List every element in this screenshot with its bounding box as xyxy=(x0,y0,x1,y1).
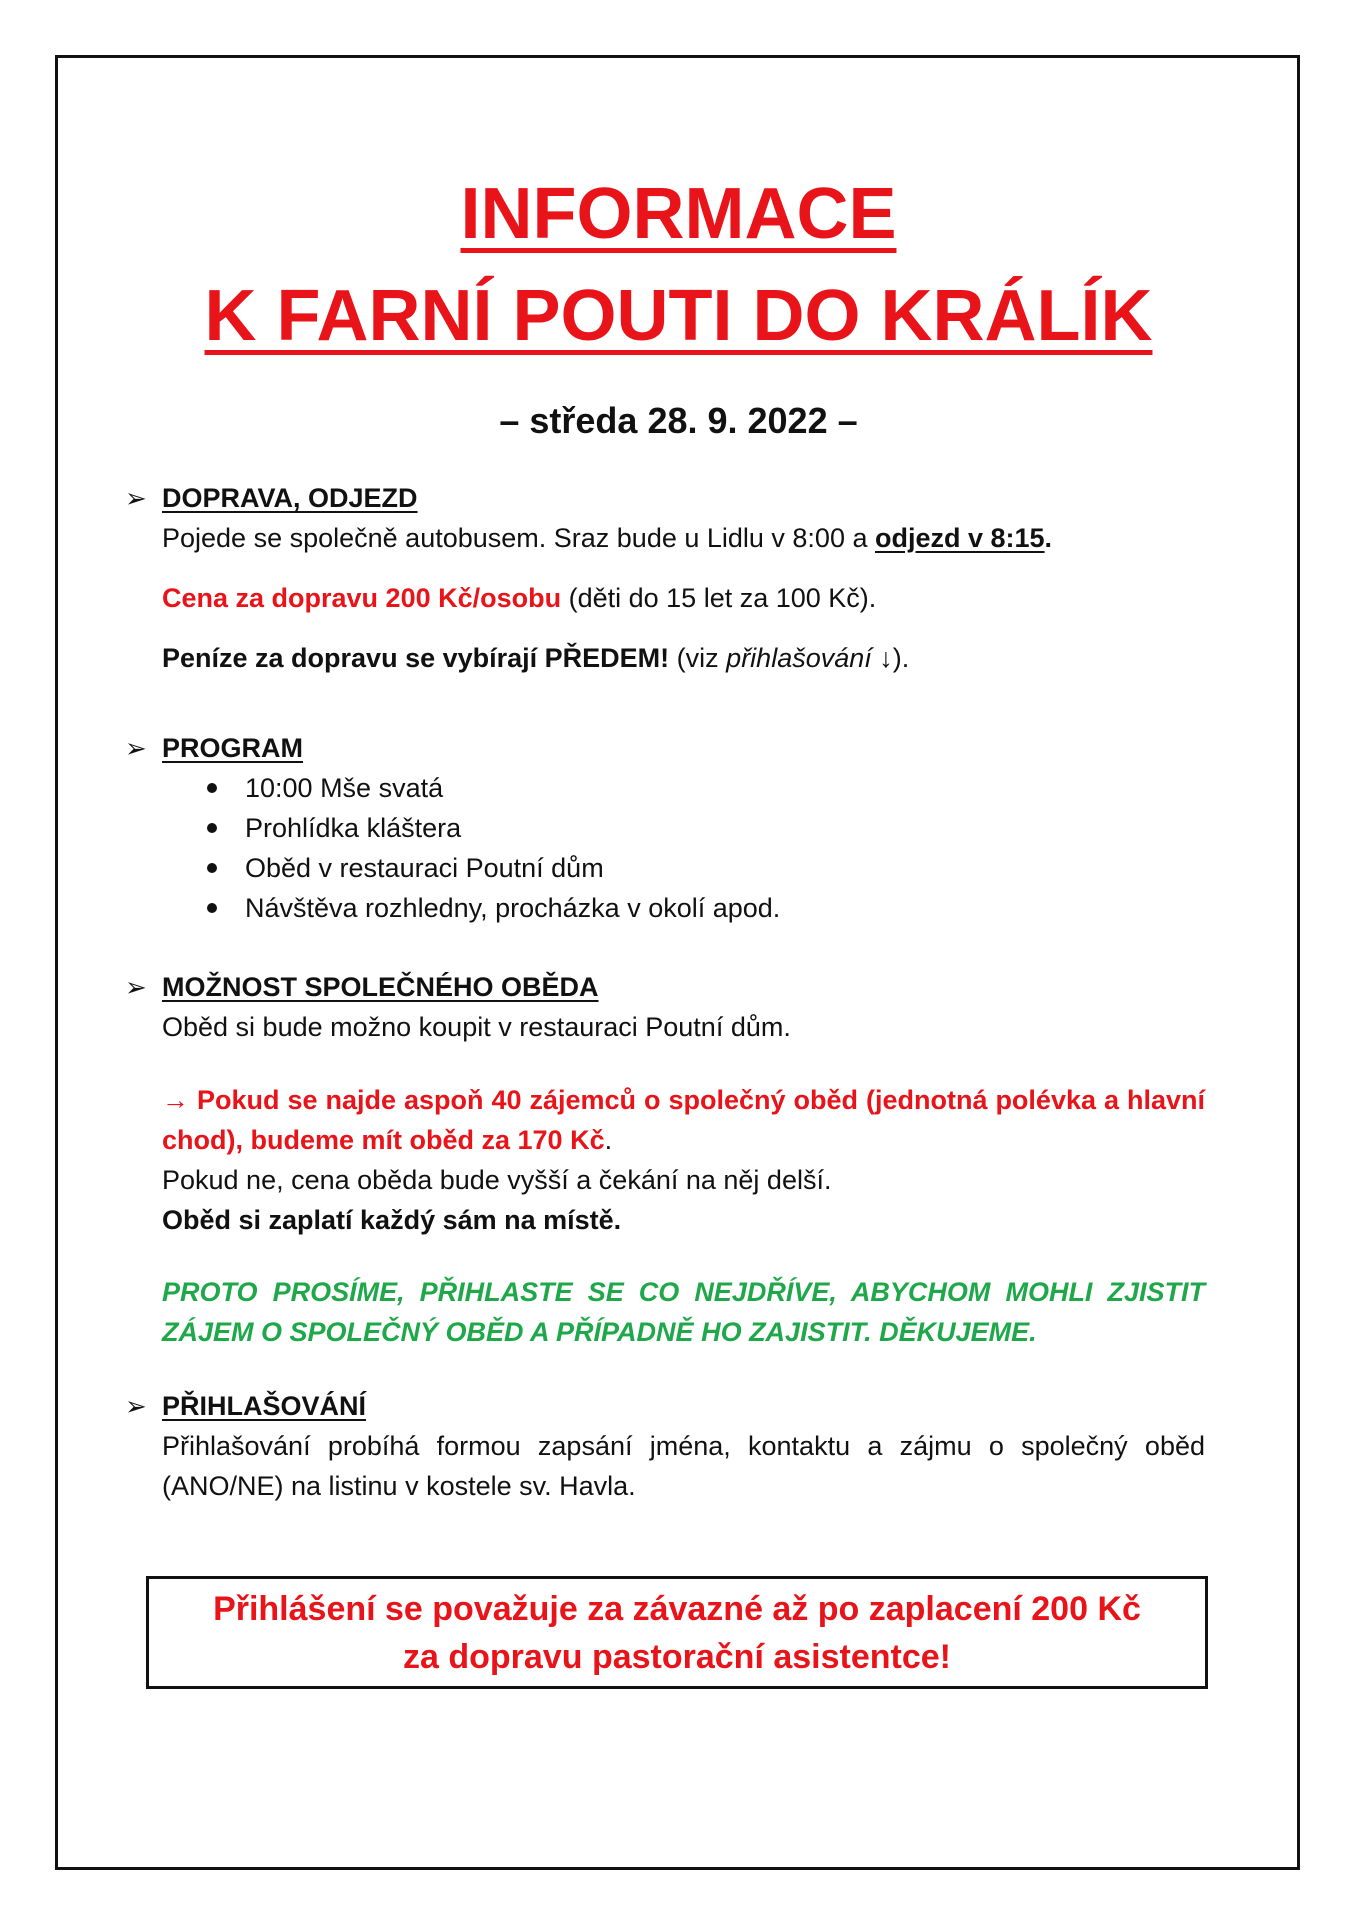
lunch-payment: Oběd si zaplatí každý sám na místě. xyxy=(162,1205,622,1235)
lunch-appeal: PROTO PROSÍME, PŘIHLASTE SE CO NEJDŘÍVE, ABYCHOM MOHLI ZJISTIT ZÁJEM O SPOLEČNÝ OBĚD A PŘÍPADNĚ HO ZAJISTIT. DĚKUJEME. xyxy=(162,1277,1205,1347)
lunch-alternative: Pokud ne, cena oběda bude vyšší a čekání na něj delší. xyxy=(162,1165,832,1195)
bullet-dot-icon xyxy=(207,823,217,833)
list-item: 10:00 Mše svatá xyxy=(207,768,1205,808)
notice-line-1: Přihlášení se považuje za závazné až po zaplacení 200 Kč xyxy=(213,1590,1141,1628)
bullet-dot-icon xyxy=(207,783,217,793)
lunch-offer: → Pokud se najde aspoň 40 zájemců o společný oběd (jednotná polévka a hlavní chod), budeme mít oběd za 170 Kč. xyxy=(162,1085,1205,1155)
bullet-dot-icon xyxy=(207,903,217,913)
section-prihlasovani xyxy=(125,1386,1205,1506)
registration-info: Přihlašování probíhá formou zapsání jména, kontaktu a zájmu o společný oběd (ANO/NE) na listinu v kostele sv. Havla. xyxy=(162,1431,1205,1501)
binding-notice-box xyxy=(146,1576,1208,1689)
departure-time: odjezd v 8:15 xyxy=(874,523,1045,553)
section-heading: MOŽNOST SPOLEČNÉHO OBĚDA xyxy=(162,972,599,1002)
title-line-2: K FARNÍ POUTI DO KRÁLÍK xyxy=(204,276,1153,356)
section-obed xyxy=(125,967,1205,1352)
list-item: Oběd v restauraci Poutní dům xyxy=(207,848,1205,888)
bullet-dot-icon xyxy=(207,863,217,873)
list-item: Prohlídka kláštera xyxy=(207,808,1205,848)
transport-price: Cena za dopravu 200 Kč/osobu (děti do 15 let za 100 Kč). xyxy=(162,583,877,613)
section-heading: PŘIHLAŠOVÁNÍ xyxy=(162,1391,367,1421)
section-doprava xyxy=(125,478,1205,678)
arrow-bullet-icon: ➢ xyxy=(125,733,147,763)
transport-info: Pojede se společně autobusem. Sraz bude u Lidlu v 8:00 a odjezd v 8:15. xyxy=(162,523,1053,553)
arrow-bullet-icon: ➢ xyxy=(125,1391,147,1421)
payment-note: Peníze za dopravu se vybírají PŘEDEM! (viz přihlašování ↓). xyxy=(162,643,910,673)
title-line-1: INFORMACE xyxy=(460,174,897,254)
section-program xyxy=(125,728,1205,928)
date-line: – středa 28. 9. 2022 – xyxy=(499,400,858,441)
lunch-intro: Oběd si bude možno koupit v restauraci Poutní dům. xyxy=(162,1012,791,1042)
program-list xyxy=(125,768,1205,928)
section-heading: PROGRAM xyxy=(162,733,303,763)
section-heading: DOPRAVA, ODJEZD xyxy=(162,483,418,513)
notice-line-2: za dopravu pastorační asistentce! xyxy=(403,1638,951,1676)
arrow-bullet-icon: ➢ xyxy=(125,972,147,1002)
arrow-bullet-icon: ➢ xyxy=(125,483,147,513)
list-item: Návštěva rozhledny, procházka v okolí apod. xyxy=(207,888,1205,928)
